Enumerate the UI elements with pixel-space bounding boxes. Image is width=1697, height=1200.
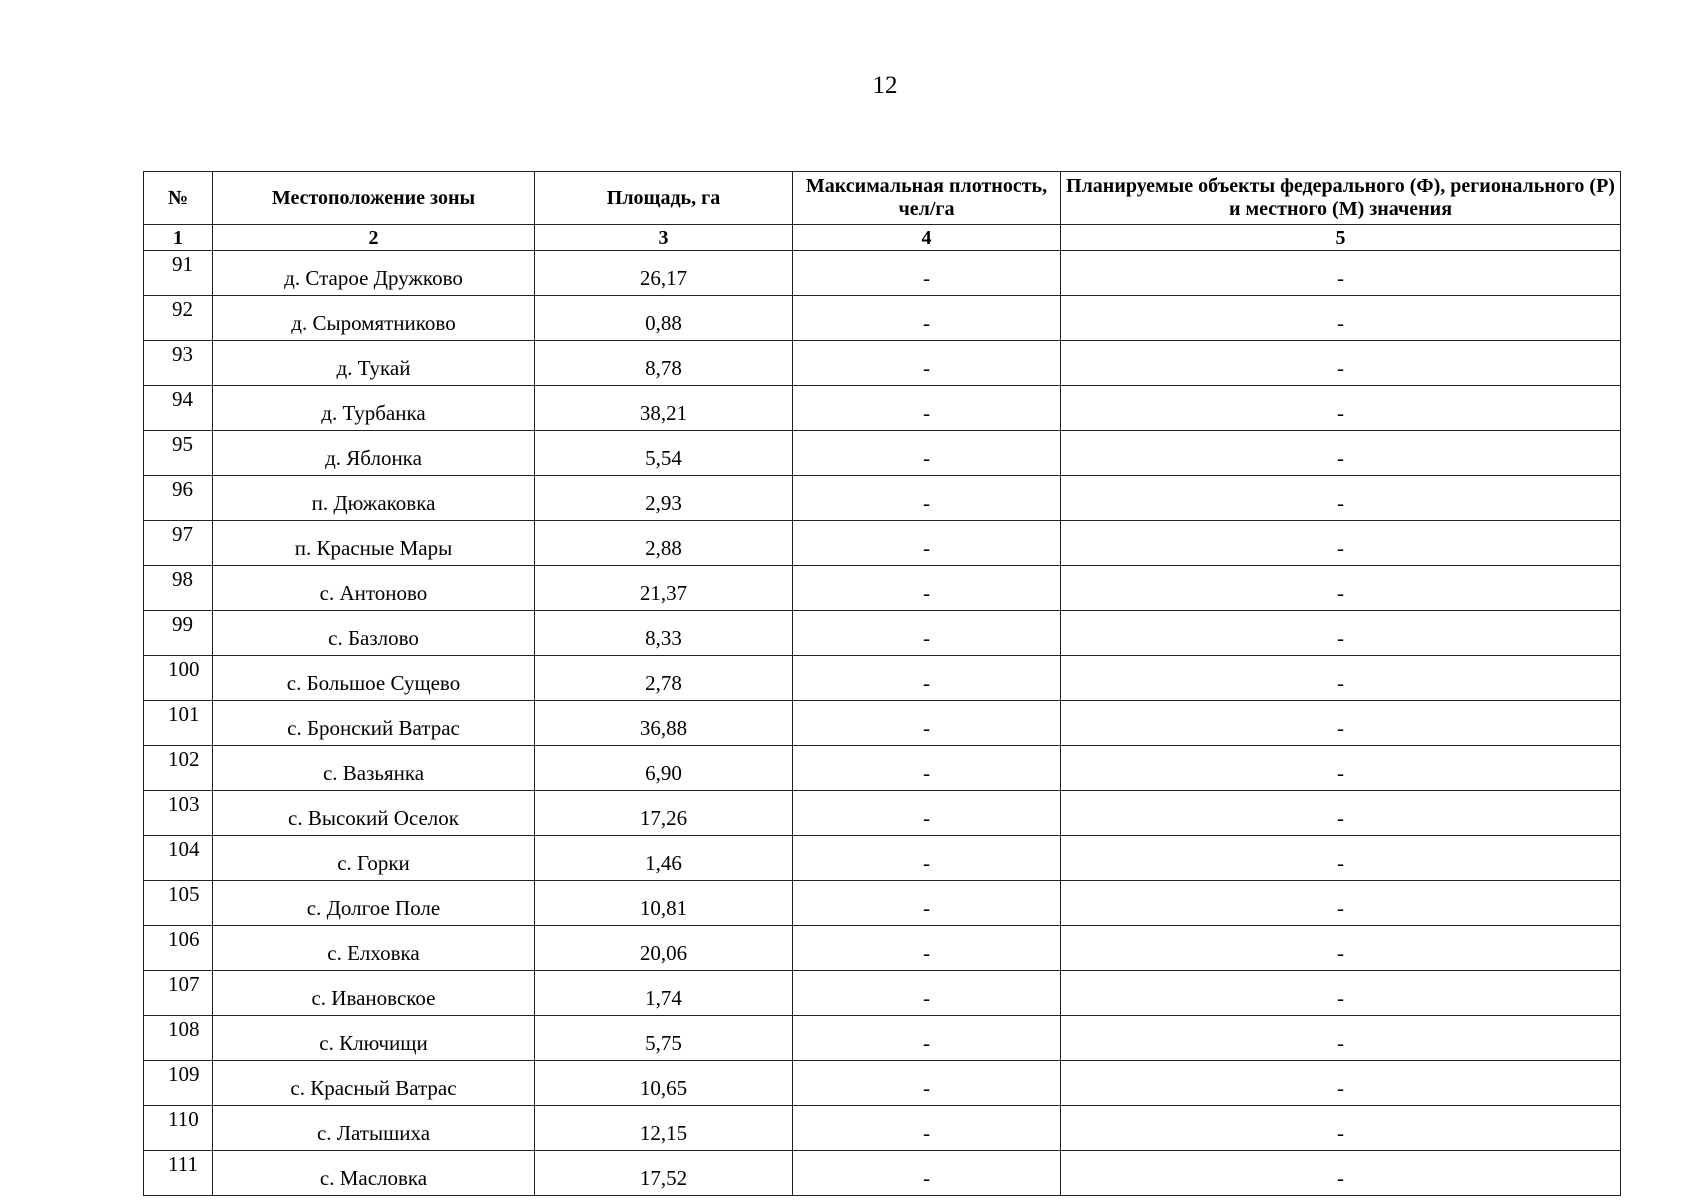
cell-area: 1,74 bbox=[535, 971, 793, 1016]
cell-location: д. Яблонка bbox=[213, 431, 535, 476]
table-row bbox=[144, 746, 1621, 791]
header-location: Местоположение зоны bbox=[213, 172, 535, 225]
column-number: 2 bbox=[213, 225, 535, 251]
cell-number: 105 bbox=[144, 881, 213, 926]
table-header-row bbox=[144, 172, 1621, 225]
cell-number: 106 bbox=[144, 926, 213, 971]
cell-location: с. Базлово bbox=[213, 611, 535, 656]
cell-number: 110 bbox=[144, 1106, 213, 1151]
cell-area: 2,78 bbox=[535, 656, 793, 701]
cell-area: 26,17 bbox=[535, 251, 793, 296]
cell-planned-objects: - bbox=[1061, 971, 1621, 1016]
header-planned-objects: Планируемые объекты федерального (Ф), регионального (Р) и местного (М) значения bbox=[1061, 172, 1621, 225]
table-row bbox=[144, 1106, 1621, 1151]
cell-planned-objects: - bbox=[1061, 656, 1621, 701]
cell-density: - bbox=[793, 791, 1061, 836]
cell-density: - bbox=[793, 746, 1061, 791]
cell-area: 1,46 bbox=[535, 836, 793, 881]
table-row bbox=[144, 476, 1621, 521]
cell-area: 21,37 bbox=[535, 566, 793, 611]
cell-planned-objects: - bbox=[1061, 521, 1621, 566]
table-row bbox=[144, 611, 1621, 656]
cell-area: 10,81 bbox=[535, 881, 793, 926]
table-row bbox=[144, 521, 1621, 566]
cell-density: - bbox=[793, 701, 1061, 746]
cell-location: д. Тукай bbox=[213, 341, 535, 386]
table-row bbox=[144, 386, 1621, 431]
table-row bbox=[144, 566, 1621, 611]
cell-area: 8,33 bbox=[535, 611, 793, 656]
cell-density: - bbox=[793, 656, 1061, 701]
cell-density: - bbox=[793, 296, 1061, 341]
cell-number: 102 bbox=[144, 746, 213, 791]
cell-density: - bbox=[793, 926, 1061, 971]
table-row bbox=[144, 341, 1621, 386]
cell-area: 17,26 bbox=[535, 791, 793, 836]
cell-location: с. Красный Ватрас bbox=[213, 1061, 535, 1106]
cell-area: 20,06 bbox=[535, 926, 793, 971]
cell-number: 91 bbox=[144, 251, 213, 296]
cell-location: с. Большое Сущево bbox=[213, 656, 535, 701]
cell-area: 6,90 bbox=[535, 746, 793, 791]
cell-density: - bbox=[793, 341, 1061, 386]
cell-area: 5,75 bbox=[535, 1016, 793, 1061]
table-row bbox=[144, 701, 1621, 746]
cell-density: - bbox=[793, 1016, 1061, 1061]
cell-location: д. Сыромятниково bbox=[213, 296, 535, 341]
cell-planned-objects: - bbox=[1061, 1151, 1621, 1196]
cell-number: 111 bbox=[144, 1151, 213, 1196]
cell-area: 2,88 bbox=[535, 521, 793, 566]
cell-density: - bbox=[793, 431, 1061, 476]
table-row bbox=[144, 1151, 1621, 1196]
column-number: 4 bbox=[793, 225, 1061, 251]
cell-planned-objects: - bbox=[1061, 1106, 1621, 1151]
cell-area: 5,54 bbox=[535, 431, 793, 476]
cell-density: - bbox=[793, 1061, 1061, 1106]
cell-location: с. Высокий Оселок bbox=[213, 791, 535, 836]
header-density: Максимальная плотность, чел/га bbox=[793, 172, 1061, 225]
cell-planned-objects: - bbox=[1061, 746, 1621, 791]
cell-location: с. Ивановское bbox=[213, 971, 535, 1016]
cell-location: с. Латышиха bbox=[213, 1106, 535, 1151]
cell-location: с. Горки bbox=[213, 836, 535, 881]
column-number: 1 bbox=[144, 225, 213, 251]
cell-planned-objects: - bbox=[1061, 701, 1621, 746]
cell-area: 17,52 bbox=[535, 1151, 793, 1196]
cell-number: 94 bbox=[144, 386, 213, 431]
column-number: 5 bbox=[1061, 225, 1621, 251]
cell-planned-objects: - bbox=[1061, 386, 1621, 431]
cell-number: 107 bbox=[144, 971, 213, 1016]
cell-number: 104 bbox=[144, 836, 213, 881]
table-row bbox=[144, 656, 1621, 701]
cell-planned-objects: - bbox=[1061, 341, 1621, 386]
cell-number: 93 bbox=[144, 341, 213, 386]
cell-number: 97 bbox=[144, 521, 213, 566]
cell-planned-objects: - bbox=[1061, 791, 1621, 836]
cell-density: - bbox=[793, 1151, 1061, 1196]
header-number: № bbox=[144, 172, 213, 225]
table-row bbox=[144, 1061, 1621, 1106]
cell-area: 38,21 bbox=[535, 386, 793, 431]
cell-location: с. Масловка bbox=[213, 1151, 535, 1196]
cell-planned-objects: - bbox=[1061, 251, 1621, 296]
cell-density: - bbox=[793, 881, 1061, 926]
table-row bbox=[144, 926, 1621, 971]
cell-area: 0,88 bbox=[535, 296, 793, 341]
cell-location: с. Елховка bbox=[213, 926, 535, 971]
column-number-row bbox=[144, 225, 1621, 251]
cell-location: д. Старое Дружково bbox=[213, 251, 535, 296]
zones-table bbox=[143, 171, 1621, 1196]
cell-density: - bbox=[793, 971, 1061, 1016]
cell-number: 109 bbox=[144, 1061, 213, 1106]
cell-area: 12,15 bbox=[535, 1106, 793, 1151]
cell-number: 99 bbox=[144, 611, 213, 656]
cell-number: 103 bbox=[144, 791, 213, 836]
cell-planned-objects: - bbox=[1061, 296, 1621, 341]
cell-planned-objects: - bbox=[1061, 926, 1621, 971]
cell-location: с. Вазьянка bbox=[213, 746, 535, 791]
cell-planned-objects: - bbox=[1061, 1061, 1621, 1106]
cell-location: с. Бронский Ватрас bbox=[213, 701, 535, 746]
cell-location: с. Долгое Поле bbox=[213, 881, 535, 926]
table-row bbox=[144, 431, 1621, 476]
cell-area: 2,93 bbox=[535, 476, 793, 521]
cell-number: 98 bbox=[144, 566, 213, 611]
cell-number: 100 bbox=[144, 656, 213, 701]
cell-density: - bbox=[793, 521, 1061, 566]
cell-location: с. Антоново bbox=[213, 566, 535, 611]
table-body bbox=[144, 251, 1621, 1196]
cell-planned-objects: - bbox=[1061, 1016, 1621, 1061]
page-number: 12 bbox=[872, 72, 898, 99]
table-row bbox=[144, 881, 1621, 926]
cell-planned-objects: - bbox=[1061, 431, 1621, 476]
cell-planned-objects: - bbox=[1061, 611, 1621, 656]
cell-density: - bbox=[793, 611, 1061, 656]
cell-area: 36,88 bbox=[535, 701, 793, 746]
cell-area: 10,65 bbox=[535, 1061, 793, 1106]
cell-density: - bbox=[793, 251, 1061, 296]
cell-density: - bbox=[793, 386, 1061, 431]
cell-density: - bbox=[793, 476, 1061, 521]
cell-number: 95 bbox=[144, 431, 213, 476]
cell-location: д. Турбанка bbox=[213, 386, 535, 431]
cell-number: 92 bbox=[144, 296, 213, 341]
cell-location: п. Красные Мары bbox=[213, 521, 535, 566]
cell-location: с. Ключищи bbox=[213, 1016, 535, 1061]
cell-planned-objects: - bbox=[1061, 566, 1621, 611]
header-area: Площадь, га bbox=[535, 172, 793, 225]
table-row bbox=[144, 791, 1621, 836]
table-row bbox=[144, 296, 1621, 341]
cell-density: - bbox=[793, 836, 1061, 881]
table-row bbox=[144, 836, 1621, 881]
table-row bbox=[144, 251, 1621, 296]
cell-density: - bbox=[793, 566, 1061, 611]
cell-location: п. Дюжаковка bbox=[213, 476, 535, 521]
cell-area: 8,78 bbox=[535, 341, 793, 386]
cell-planned-objects: - bbox=[1061, 476, 1621, 521]
cell-planned-objects: - bbox=[1061, 836, 1621, 881]
cell-number: 96 bbox=[144, 476, 213, 521]
cell-number: 101 bbox=[144, 701, 213, 746]
column-number: 3 bbox=[535, 225, 793, 251]
cell-planned-objects: - bbox=[1061, 881, 1621, 926]
cell-density: - bbox=[793, 1106, 1061, 1151]
table-row bbox=[144, 971, 1621, 1016]
cell-number: 108 bbox=[144, 1016, 213, 1061]
table-row bbox=[144, 1016, 1621, 1061]
